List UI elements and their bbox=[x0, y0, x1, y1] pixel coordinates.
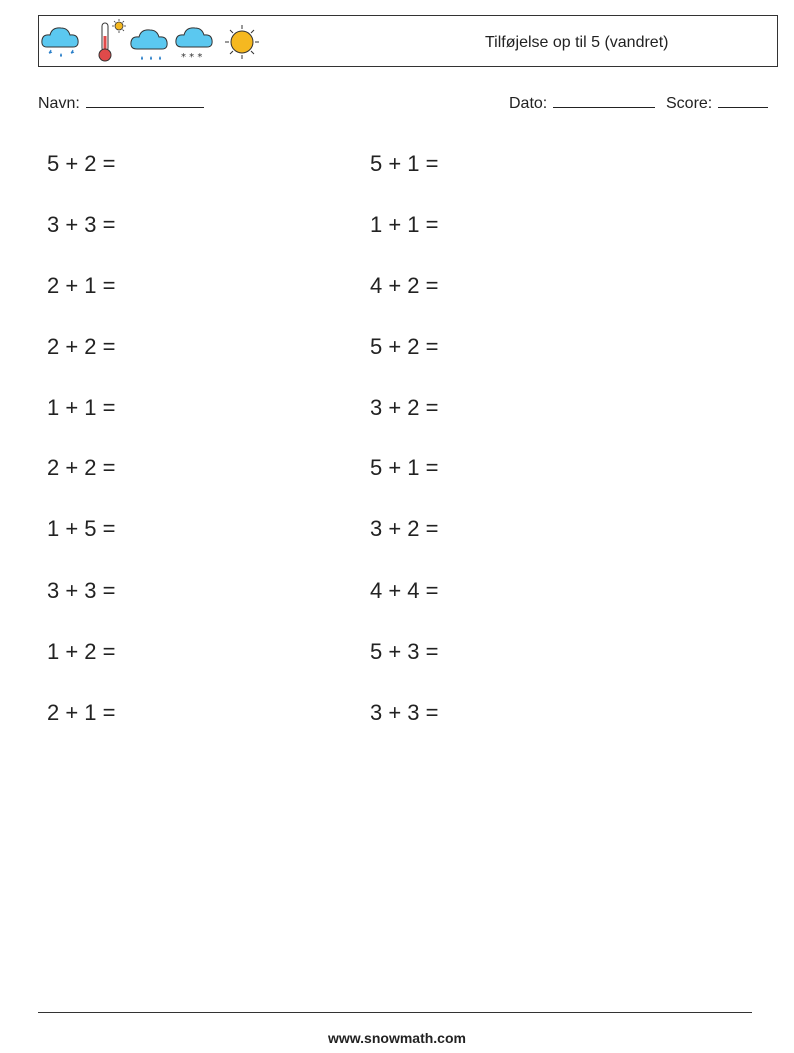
name-field bbox=[38, 93, 204, 113]
problem-left-3: 2 + 1 = bbox=[47, 273, 116, 298]
name-label: Navn: bbox=[38, 95, 80, 112]
name-blank[interactable] bbox=[86, 93, 204, 108]
date-field bbox=[509, 93, 655, 113]
problem-left-10: 2 + 1 = bbox=[47, 700, 116, 725]
date-label: Dato: bbox=[509, 95, 548, 112]
problem-left-2: 3 + 3 = bbox=[47, 212, 116, 237]
footer-url[interactable]: www.snowmath.com bbox=[328, 1030, 466, 1046]
problem-left-6: 2 + 2 = bbox=[47, 455, 116, 480]
problem-right-7: 3 + 2 = bbox=[370, 516, 439, 541]
problem-right-1: 5 + 1 = bbox=[370, 151, 439, 176]
problem-right-2: 1 + 1 = bbox=[370, 212, 439, 237]
weather-icons bbox=[39, 16, 279, 68]
sun-icon bbox=[225, 25, 259, 59]
problem-right-5: 3 + 2 = bbox=[370, 395, 439, 420]
problem-right-4: 5 + 2 = bbox=[370, 334, 439, 359]
header-box bbox=[38, 15, 778, 67]
problem-right-6: 5 + 1 = bbox=[370, 455, 439, 480]
footer-divider bbox=[38, 1012, 752, 1013]
problem-left-1: 5 + 2 = bbox=[47, 151, 116, 176]
rain-cloud-icon bbox=[42, 28, 78, 57]
svg-text:* * *: * * * bbox=[181, 52, 203, 63]
problem-right-8: 4 + 4 = bbox=[370, 578, 439, 603]
score-label: Score: bbox=[666, 95, 713, 112]
problem-left-5: 1 + 1 = bbox=[47, 395, 116, 420]
problem-right-3: 4 + 2 = bbox=[370, 273, 439, 298]
score-blank[interactable] bbox=[718, 93, 768, 108]
date-blank[interactable] bbox=[553, 93, 655, 108]
problem-left-8: 3 + 3 = bbox=[47, 578, 116, 603]
thermometer-sun-icon bbox=[99, 19, 126, 61]
problem-left-9: 1 + 2 = bbox=[47, 639, 116, 664]
problem-left-7: 1 + 5 = bbox=[47, 516, 116, 541]
problem-left-4: 2 + 2 = bbox=[47, 334, 116, 359]
problem-right-10: 3 + 3 = bbox=[370, 700, 439, 725]
problem-right-9: 5 + 3 = bbox=[370, 639, 439, 664]
worksheet-title: Tilføjelse op til 5 (vandret) bbox=[485, 34, 669, 51]
snow-cloud-icon bbox=[176, 28, 212, 63]
rain-cloud-icon bbox=[131, 30, 167, 60]
score-field bbox=[666, 93, 768, 113]
